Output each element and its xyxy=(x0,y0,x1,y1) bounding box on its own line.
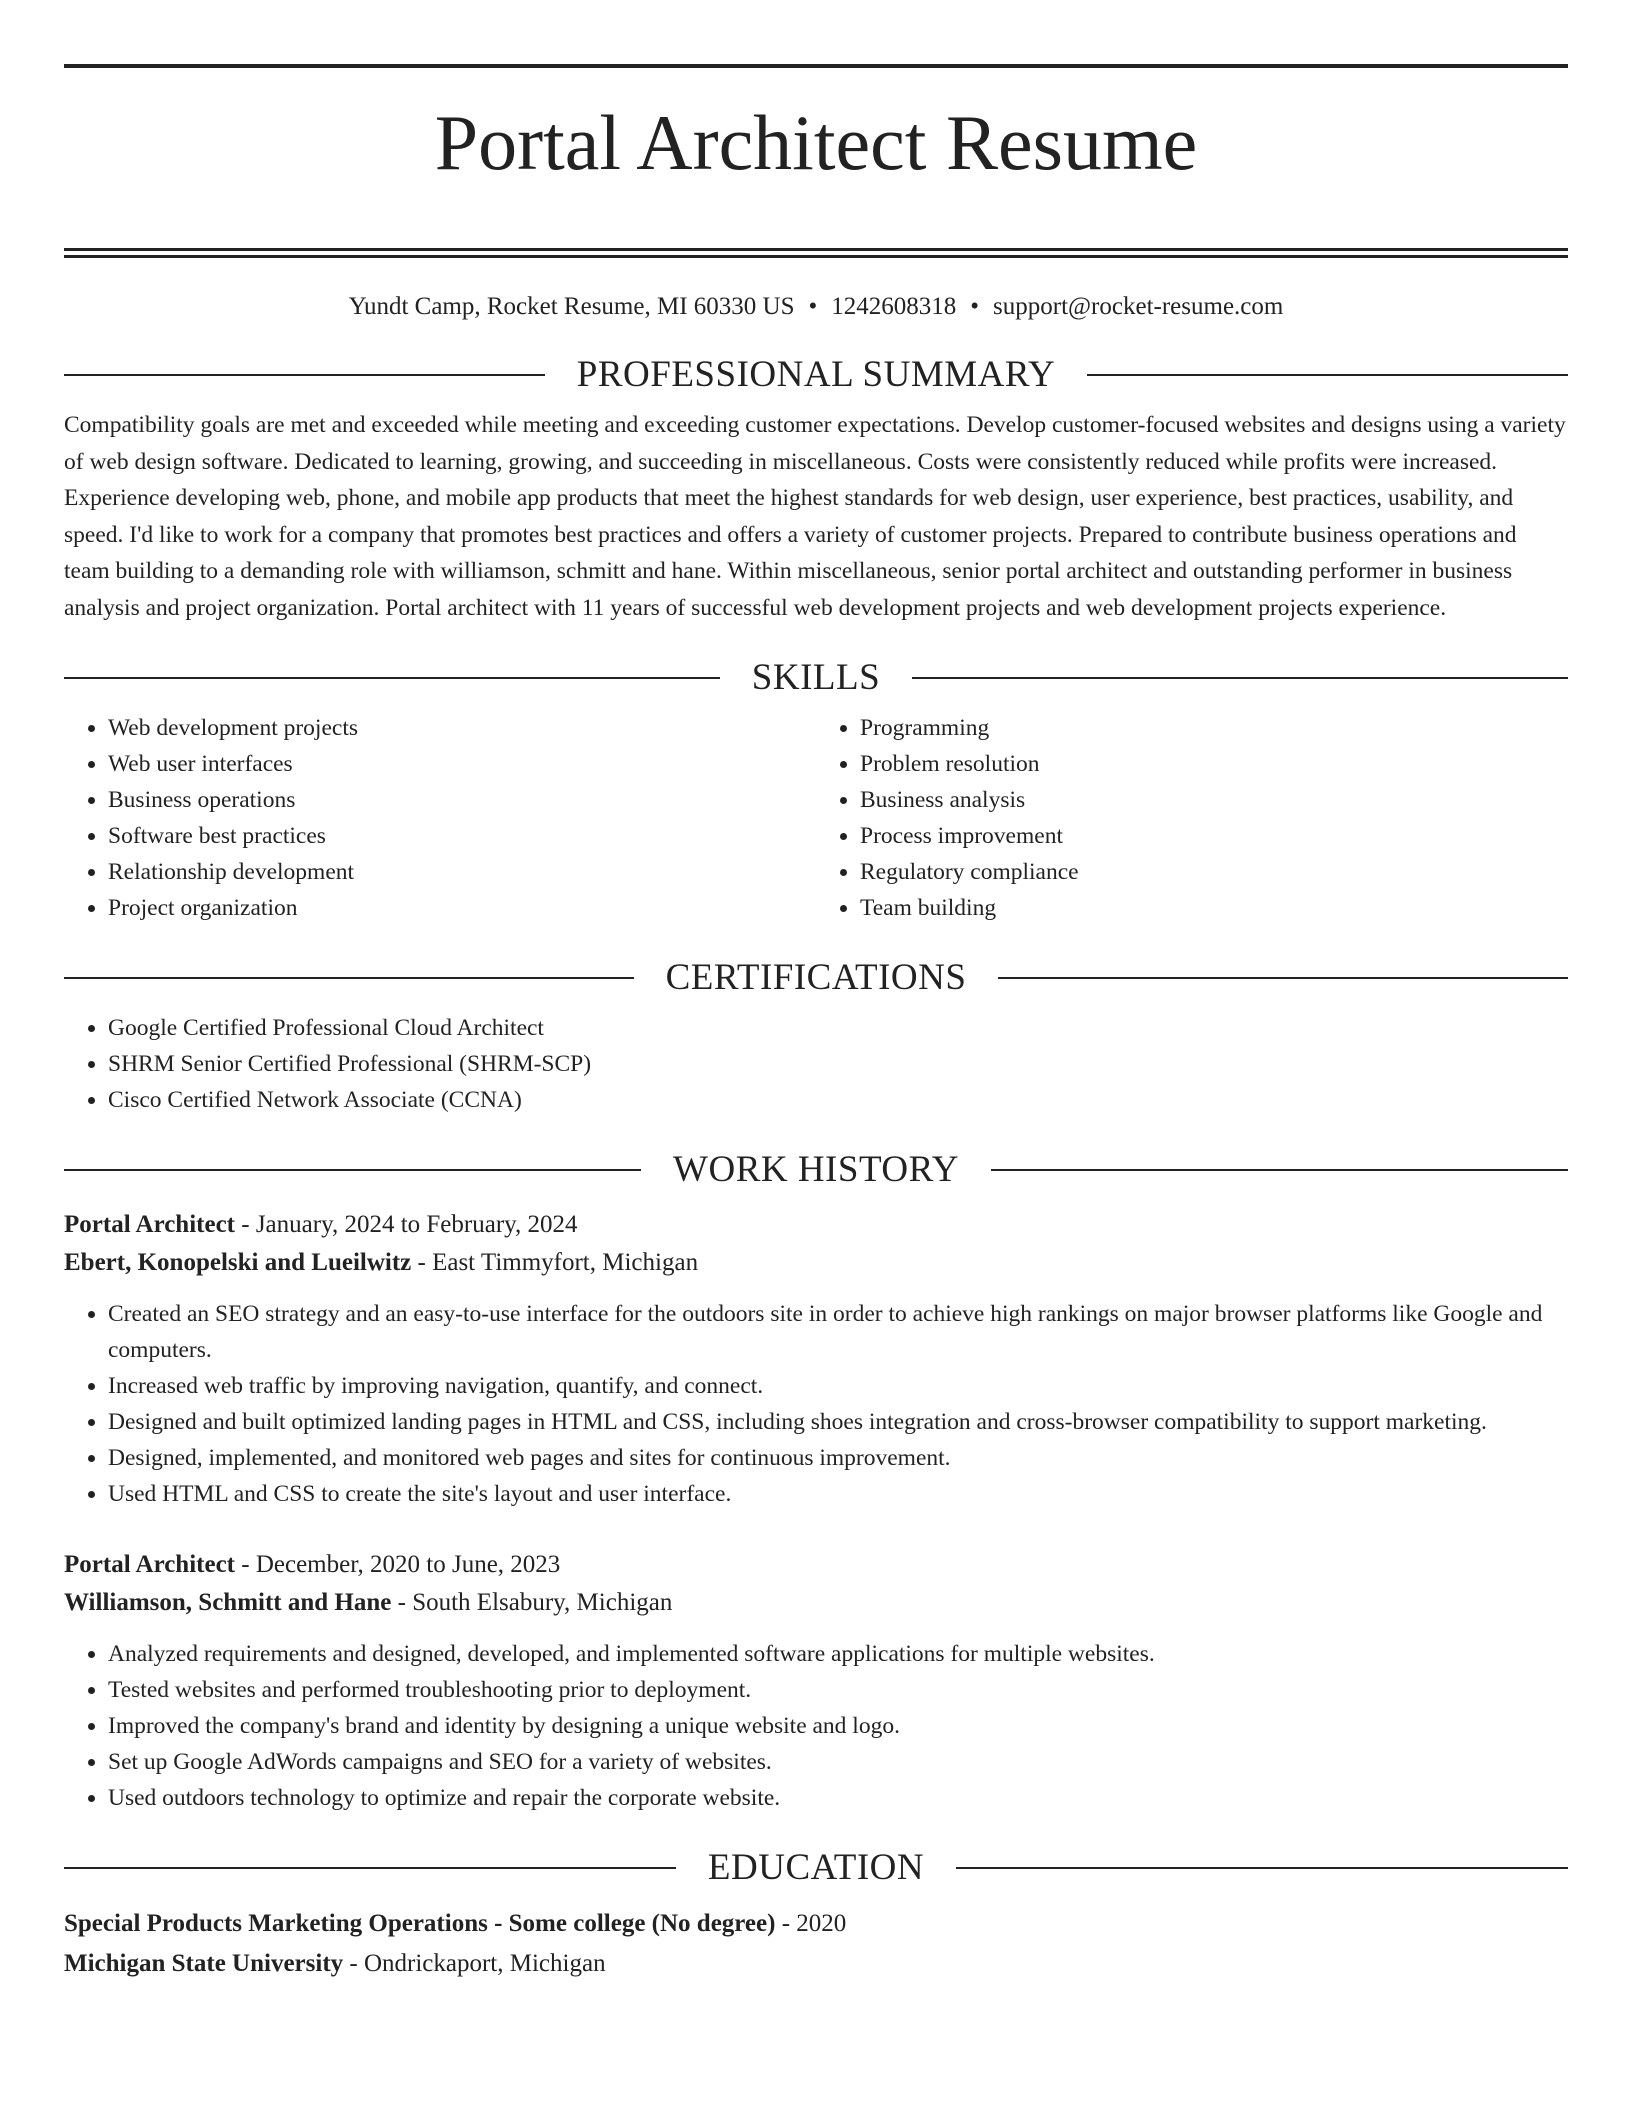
job-bullet: • Set up Google AdWords campaigns and SEO for a variety of websites. xyxy=(108,1744,1568,1780)
job-location: - East Timmyfort, Michigan xyxy=(411,1249,699,1276)
education-degree: Special Products Marketing Operations - Some college (No degree) xyxy=(64,1910,776,1937)
skill-item: • Web user interfaces xyxy=(108,746,816,782)
certifications-section-heading xyxy=(64,956,1568,1000)
certifications-heading: CERTIFICATIONS xyxy=(665,957,967,998)
job-bullet: • Increased web traffic by improving navigation, quantify, and connect. xyxy=(108,1368,1568,1404)
job-company-line xyxy=(64,1244,1568,1282)
skills-column-left xyxy=(64,710,816,926)
education-degree-line xyxy=(64,1904,1568,1944)
skill-item: • Team building xyxy=(860,890,1568,926)
education-heading: EDUCATION xyxy=(707,1847,925,1888)
certification-item: • Google Certified Professional Cloud Architect xyxy=(108,1010,1568,1046)
skill-item: • Web development projects xyxy=(108,710,816,746)
summary-section-heading xyxy=(64,353,1568,397)
skill-item: • Relationship development xyxy=(108,854,816,890)
heading-rule-left xyxy=(64,1169,641,1171)
top-rule xyxy=(64,64,1568,68)
job-title-line xyxy=(64,1546,1568,1584)
job-bullets xyxy=(64,1636,1568,1816)
skills-section-heading xyxy=(64,656,1568,700)
contact-email: support@rocket-resume.com xyxy=(993,293,1284,320)
skill-item: • Business analysis xyxy=(860,782,1568,818)
job-dates: - December, 2020 to June, 2023 xyxy=(235,1551,561,1578)
heading-rule-right xyxy=(1087,374,1568,376)
job-title: Portal Architect xyxy=(64,1211,235,1238)
job-bullet: • Designed, implemented, and monitored web pages and sites for continuous improvement. xyxy=(108,1440,1568,1476)
job-bullet: • Analyzed requirements and designed, developed, and implemented software applications for multiple websites. xyxy=(108,1636,1568,1672)
education-section-heading xyxy=(64,1846,1568,1890)
heading-rule-right xyxy=(956,1867,1568,1869)
summary-text: Compatibility goals are met and exceeded while meeting and exceeding customer expectations. Develop customer-focused websites and designs using a variety of web design software. Dedicated to learning, growing, and succeeding in miscellaneous. Costs were consistently reduced while profits were increased. Experience developing web, phone, and mobile app products that meet the highest standards for web design, user experience, best practices, usability, and speed. I'd like to work for a company that promotes best practices and offers a variety of customer projects. Prepared to contribute business operations and team building to a demanding role with williamson, schmitt and hane. Within miscellaneous, senior portal architect and outstanding performer in business analysis and project organization. Portal architect with 11 years of successful web development projects and web development projects experience. xyxy=(64,412,1566,621)
education-year: - 2020 xyxy=(775,1910,847,1937)
job-title-line xyxy=(64,1206,1568,1244)
job-company: Williamson, Schmitt and Hane xyxy=(64,1589,392,1616)
summary-heading: PROFESSIONAL SUMMARY xyxy=(576,354,1056,395)
job-entry xyxy=(64,1206,1568,1512)
contact-separator: • xyxy=(808,293,818,320)
heading-rule-left xyxy=(64,374,545,376)
contact-address: Yundt Camp, Rocket Resume, MI 60330 US xyxy=(348,293,795,320)
heading-rule-right xyxy=(998,977,1568,979)
heading-rule-left xyxy=(64,677,720,679)
work-section-heading xyxy=(64,1148,1568,1192)
job-bullet: • Created an SEO strategy and an easy-to-use interface for the outdoors site in order to achieve high rankings on major browser platforms like Google and computers. xyxy=(108,1296,1568,1368)
skill-item: • Project organization xyxy=(108,890,816,926)
skill-item: • Process improvement xyxy=(860,818,1568,854)
skills-heading: SKILLS xyxy=(751,657,881,698)
certifications-list xyxy=(64,1010,1568,1118)
skills-column-right xyxy=(816,710,1568,926)
skill-item: • Software best practices xyxy=(108,818,816,854)
job-location: - South Elsabury, Michigan xyxy=(391,1589,673,1616)
certification-item: • Cisco Certified Network Associate (CCNA) xyxy=(108,1082,1568,1118)
heading-rule-right xyxy=(912,677,1568,679)
education-school-line xyxy=(64,1944,1568,1984)
contact-separator: • xyxy=(970,293,980,320)
heading-rule-right xyxy=(991,1169,1568,1171)
skills-list xyxy=(64,710,1568,926)
contact-line xyxy=(64,291,1568,323)
skill-item: • Business operations xyxy=(108,782,816,818)
job-bullet: • Tested websites and performed troubleshooting prior to deployment. xyxy=(108,1672,1568,1708)
heading-rule-left xyxy=(64,977,634,979)
skill-item: • Regulatory compliance xyxy=(860,854,1568,890)
heading-rule-left xyxy=(64,1867,676,1869)
work-heading: WORK HISTORY xyxy=(673,1149,959,1190)
job-company: Ebert, Konopelski and Lueilwitz xyxy=(64,1249,412,1276)
job-dates: - January, 2024 to February, 2024 xyxy=(235,1211,578,1238)
skill-item: • Problem resolution xyxy=(860,746,1568,782)
job-entry xyxy=(64,1546,1568,1816)
job-company-line xyxy=(64,1584,1568,1622)
education-entry xyxy=(64,1904,1568,1984)
education-school: Michigan State University xyxy=(64,1950,344,1977)
job-title: Portal Architect xyxy=(64,1551,235,1578)
certification-item: • SHRM Senior Certified Professional (SHRM-SCP) xyxy=(108,1046,1568,1082)
title-double-rule xyxy=(64,248,1568,258)
job-bullet: • Used HTML and CSS to create the site's layout and user interface. xyxy=(108,1476,1568,1512)
resume-title: Portal Architect Resume xyxy=(434,99,1198,186)
job-bullet: • Designed and built optimized landing pages in HTML and CSS, including shoes integration and cross-browser compatibility to support marketing. xyxy=(108,1404,1568,1440)
job-bullets xyxy=(64,1296,1568,1512)
skill-item: • Programming xyxy=(860,710,1568,746)
contact-phone: 1242608318 xyxy=(831,293,957,320)
job-bullet: • Improved the company's brand and identity by designing a unique website and logo. xyxy=(108,1708,1568,1744)
job-bullet: • Used outdoors technology to optimize and repair the corporate website. xyxy=(108,1780,1568,1816)
education-location: - Ondrickaport, Michigan xyxy=(343,1950,606,1977)
